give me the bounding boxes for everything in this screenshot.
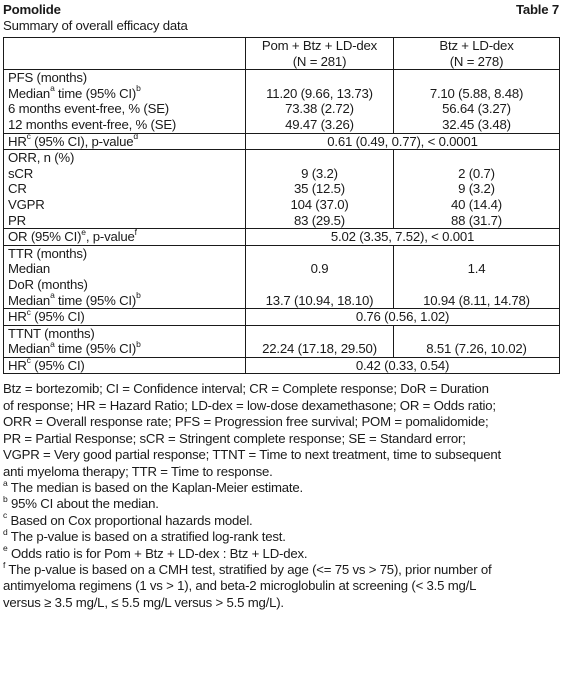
- document-header: [3, 2, 559, 18]
- section-row-pfs: [4, 70, 560, 86]
- section-title-orr: ORR, n (%): [4, 150, 246, 166]
- cell-arm2: 88 (31.7): [451, 212, 502, 228]
- table-row: [4, 133, 560, 150]
- row-label: $HR^c$ (95% CI): [4, 357, 246, 374]
- cell-arm2: 8.51 (7.26, 10.02): [426, 341, 527, 357]
- row-label: $HR^c$ (95% CI): [4, 309, 246, 326]
- cell-arm2: 2 (0.7): [458, 165, 495, 181]
- row-label: VGPR: [8, 196, 45, 212]
- cell-arm1: 13.7 (10.94, 18.10): [246, 293, 394, 309]
- section-title-dor: DoR (months): [8, 276, 88, 292]
- section-row-dor: [4, 277, 560, 293]
- drug-name: Pomolide: [3, 2, 61, 17]
- footnote-e: $^e$ Odds ratio is for Pom + Btz + LD-dex : Btz + LD-dex.: [3, 543, 308, 561]
- row-label: sCR: [8, 165, 34, 181]
- section-title-ttr: TTR (months): [4, 245, 246, 261]
- table-row: [4, 181, 560, 197]
- row-label: CR: [8, 181, 27, 197]
- arm1-n: (N = 281): [292, 53, 347, 69]
- row-label: Median: [8, 261, 51, 277]
- arm2-header: [394, 38, 560, 70]
- cell-combined: 0.76 (0.56, 1.02): [246, 309, 560, 326]
- table-subtitle: Summary of overall efficacy data: [3, 18, 188, 33]
- table-row: [4, 166, 560, 182]
- cell-combined: 0.61 (0.49, 0.77), < 0.0001: [246, 133, 560, 150]
- cell-arm2: 10.94 (8.11, 14.78): [423, 292, 530, 308]
- row-label: PR: [8, 212, 26, 228]
- cell-arm2: 32.45 (3.48): [442, 116, 511, 132]
- table-label: Table 7: [515, 2, 559, 17]
- row-label: Median$^a$ time (95% CI)$^b$: [8, 290, 141, 308]
- table-row: [4, 357, 560, 374]
- footnotes: [3, 381, 559, 611]
- cell-arm1: 73.38 (2.72): [246, 101, 394, 117]
- cell-arm2: 56.64 (3.27): [442, 101, 511, 117]
- column-header-row: [4, 38, 560, 70]
- row-label: Median$^a$ time (95% CI)$^b$: [8, 338, 141, 357]
- table-row: [4, 309, 560, 326]
- cell-arm2: 40 (14.4): [451, 196, 502, 212]
- footnote-b: $^b$ 95% CI about the median.: [3, 493, 159, 512]
- table-row: [4, 101, 560, 117]
- empty-header-cell: [4, 38, 246, 70]
- table-row: [4, 197, 560, 213]
- section-row-ttnt: [4, 325, 560, 341]
- row-label: OR (95% CI)$^e$, p-value$^f$: [4, 229, 246, 246]
- footnote-c: $^c$ Based on Cox proportional hazards model.: [3, 510, 253, 528]
- cell-arm1: 11.20 (9.66, 13.73): [246, 86, 394, 102]
- cell-arm2: 7.10 (5.88, 8.48): [429, 85, 524, 101]
- cell-arm1: 49.47 (3.26): [246, 117, 394, 133]
- cell-arm2: 1.4: [467, 261, 486, 277]
- table-row: [4, 117, 560, 133]
- cell-arm1: 22.24 (17.18, 29.50): [246, 341, 394, 357]
- abbreviations: Btz = bortezomib; CI = Confidence interval; CR = Complete response; DoR = Duration of response; HR = Hazard Ratio; LD-dex = low-dose dexamethasone; OR = Odds ratio; ORR = Overall response rate; PFS = Progression free survival; POM = pomalidomide; PR = Partial Response; sCR = Stringent complete response; SE = Standard error; VGPR = Very good partial response; TTNT = Time to next treatment, time to subsequent anti myeloma therapy; TTR = Time to response.: [3, 381, 502, 479]
- cell-arm1: 0.9: [246, 261, 394, 277]
- arm1-header: [246, 38, 394, 70]
- section-row-ttr: [4, 245, 560, 261]
- table-row: [4, 213, 560, 229]
- cell-arm1: 9 (3.2): [246, 166, 394, 182]
- arm2-name: Btz + LD-dex: [439, 38, 514, 53]
- row-label: 12 months event-free, % (SE): [8, 116, 177, 132]
- footnote-f: $^f$ The p-value is based on a CMH test, stratified by age (<= 75 vs > 75), prior number of antimyeloma regimens (1 vs > 1), and beta-2 microglobulin at screening (< 3.5 mg/L versus ≥ 3.5 mg/L, ≤ 5.5 mg/L versus > 5.5 mg/L).: [3, 559, 492, 610]
- cell-arm1: 104 (37.0): [246, 197, 394, 213]
- section-title-pfs: PFS (months): [4, 70, 246, 86]
- cell-combined: 5.02 (3.35, 7.52), < 0.001: [246, 229, 560, 246]
- row-label: $HR^c$ (95% CI), p-value$^d$: [4, 133, 246, 150]
- cell-arm2: 9 (3.2): [458, 181, 495, 197]
- table-row: [4, 86, 560, 102]
- efficacy-table: [3, 37, 560, 374]
- cell-arm1: 35 (12.5): [246, 181, 394, 197]
- footnote-d: $^d$ The p-value is based on a stratified log-rank test.: [3, 526, 286, 545]
- section-title-ttnt: TTNT (months): [4, 325, 246, 341]
- cell-arm1: 83 (29.5): [246, 213, 394, 229]
- table-row: [4, 341, 560, 357]
- document-page: [3, 2, 559, 611]
- section-row-orr: [4, 150, 560, 166]
- arm2-n: (N = 278): [449, 53, 504, 69]
- arm1-name: Pom + Btz + LD-dex: [261, 38, 378, 53]
- cell-combined: 0.42 (0.33, 0.54): [246, 357, 560, 374]
- table-row: [4, 293, 560, 309]
- row-label: 6 months event-free, % (SE): [8, 101, 169, 117]
- table-row: [4, 229, 560, 246]
- table-row: [4, 261, 560, 277]
- row-label: Median$^a$ time (95% CI)$^b$: [8, 83, 141, 101]
- footnote-a: $^a$ The median is based on the Kaplan-Meier estimate.: [3, 477, 303, 495]
